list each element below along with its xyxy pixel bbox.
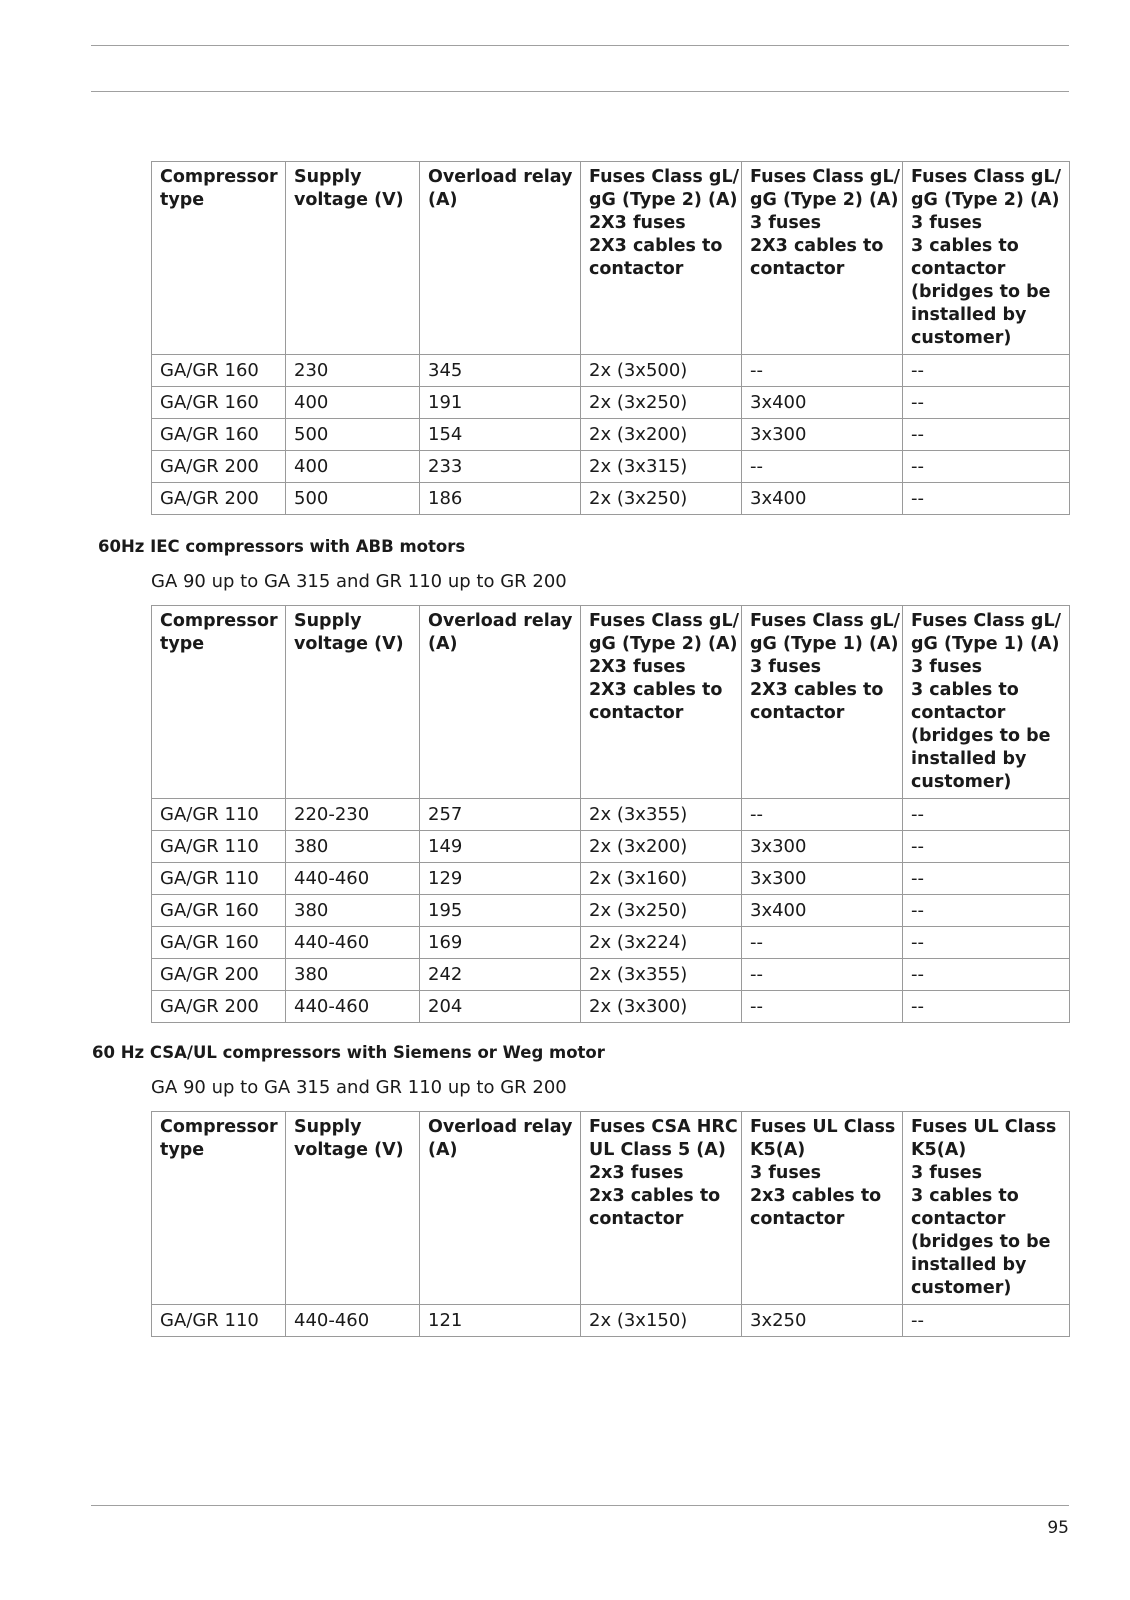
table-cell: 242: [420, 959, 581, 991]
table-cell: 186: [420, 483, 581, 515]
column-header-line: installed by: [911, 749, 1027, 769]
column-header-line: 2X3 cables to: [589, 236, 723, 256]
table-cell: 380: [286, 895, 420, 927]
table-row: [152, 451, 1070, 483]
column-header-line: Fuses Class gL/: [750, 167, 900, 187]
column-header-line: K5(A): [911, 1140, 967, 1160]
column-header-line: contactor: [589, 1209, 684, 1229]
table-cell: 3x400: [742, 483, 903, 515]
table-row: [152, 959, 1070, 991]
table-cell: 380: [286, 831, 420, 863]
column-header: [420, 162, 581, 355]
table-cell: 2x (3x250): [581, 483, 742, 515]
table-cell: 2x (3x250): [581, 387, 742, 419]
table-cell: 257: [420, 799, 581, 831]
column-header-line: Overload relay: [428, 167, 573, 187]
column-header-line: contactor: [589, 703, 684, 723]
footer-rule: [91, 1505, 1069, 1506]
column-header-line: contactor: [750, 703, 845, 723]
column-header-line: customer): [911, 772, 1012, 792]
table-cell: --: [742, 959, 903, 991]
table-cell: 2x (3x355): [581, 799, 742, 831]
table-cell: 195: [420, 895, 581, 927]
column-header-line: type: [160, 190, 205, 210]
table-cell: 233: [420, 451, 581, 483]
column-header-line: voltage (V): [294, 1140, 404, 1160]
table-cell: 3x400: [742, 895, 903, 927]
column-header-line: Compressor: [160, 1117, 278, 1137]
column-header-line: (bridges to be: [911, 282, 1051, 302]
column-header-line: 2x3 cables to: [750, 1186, 882, 1206]
table-row: [152, 355, 1070, 387]
column-header-line: Fuses Class gL/: [911, 611, 1061, 631]
table-cell: 3x400: [742, 387, 903, 419]
column-header-line: type: [160, 634, 205, 654]
column-header-line: Compressor: [160, 167, 278, 187]
column-header-line: UL Class 5 (A): [589, 1140, 726, 1160]
table-cell: 3x300: [742, 831, 903, 863]
table-header-row: [152, 162, 1070, 355]
table-cell: --: [742, 799, 903, 831]
table-cell: GA/GR 160: [152, 355, 286, 387]
header-rule-bottom: [91, 91, 1069, 92]
column-header-line: Fuses Class gL/: [911, 167, 1061, 187]
table-cell: 129: [420, 863, 581, 895]
column-header: [152, 162, 286, 355]
table-cell: GA/GR 110: [152, 799, 286, 831]
column-header-line: gG (Type 1) (A): [750, 634, 899, 654]
column-header-line: 2X3 cables to: [750, 680, 884, 700]
table-cell: --: [742, 451, 903, 483]
column-header-line: (bridges to be: [911, 1232, 1051, 1252]
column-header: [420, 606, 581, 799]
table-cell: 2x (3x160): [581, 863, 742, 895]
column-header-line: (A): [428, 1140, 458, 1160]
table-cell: 204: [420, 991, 581, 1023]
table-row: [152, 991, 1070, 1023]
table-cell: 440-460: [286, 863, 420, 895]
section-subtitle-csa-ul: GA 90 up to GA 315 and GR 110 up to GR 200: [151, 1077, 567, 1098]
column-header-line: Fuses UL Class: [911, 1117, 1057, 1137]
column-header-line: 3 fuses: [750, 213, 822, 233]
column-header-line: 2X3 fuses: [589, 657, 686, 677]
column-header-line: voltage (V): [294, 190, 404, 210]
table-row: [152, 1305, 1070, 1337]
header-rule-top: [91, 45, 1069, 46]
column-header-line: gG (Type 2) (A): [750, 190, 899, 210]
table-cell: --: [903, 483, 1070, 515]
table-cell: --: [903, 991, 1070, 1023]
column-header-line: installed by: [911, 1255, 1027, 1275]
column-header: [903, 1112, 1070, 1305]
table-cell: 121: [420, 1305, 581, 1337]
table-cell: GA/GR 110: [152, 1305, 286, 1337]
table-cell: 500: [286, 483, 420, 515]
table-cell: --: [903, 831, 1070, 863]
table-cell: GA/GR 160: [152, 895, 286, 927]
column-header-line: K5(A): [750, 1140, 806, 1160]
column-header-line: installed by: [911, 305, 1027, 325]
table-cell: --: [903, 451, 1070, 483]
table-cell: 3x300: [742, 419, 903, 451]
column-header-line: (A): [428, 190, 458, 210]
table-cell: --: [903, 419, 1070, 451]
table-cell: --: [903, 927, 1070, 959]
table-cell: 500: [286, 419, 420, 451]
table-row: [152, 927, 1070, 959]
column-header-line: Fuses CSA HRC: [589, 1117, 738, 1137]
table-cell: 345: [420, 355, 581, 387]
column-header: [581, 162, 742, 355]
table-row: [152, 419, 1070, 451]
column-header-line: Fuses Class gL/: [589, 611, 739, 631]
column-header-line: 3 cables to: [911, 236, 1019, 256]
column-header-line: Overload relay: [428, 611, 573, 631]
column-header: [152, 1112, 286, 1305]
table-cell: --: [903, 355, 1070, 387]
column-header-line: 2X3 cables to: [589, 680, 723, 700]
table-cell: 2x (3x200): [581, 831, 742, 863]
fuse-table-50hz: [151, 161, 1070, 515]
table-row: [152, 863, 1070, 895]
table-row: [152, 483, 1070, 515]
table-cell: --: [903, 799, 1070, 831]
fuse-table-iec-abb: [151, 605, 1070, 1023]
table-cell: 400: [286, 451, 420, 483]
column-header-line: contactor: [589, 259, 684, 279]
column-header: [903, 162, 1070, 355]
column-header-line: Fuses UL Class: [750, 1117, 896, 1137]
table-cell: 149: [420, 831, 581, 863]
table-cell: --: [742, 927, 903, 959]
column-header: [286, 606, 420, 799]
table-cell: 400: [286, 387, 420, 419]
table-cell: 230: [286, 355, 420, 387]
table-cell: --: [742, 991, 903, 1023]
table-cell: 2x (3x500): [581, 355, 742, 387]
column-header-line: Supply: [294, 167, 362, 187]
column-header-line: 3 fuses: [911, 657, 983, 677]
column-header-line: gG (Type 2) (A): [589, 190, 738, 210]
column-header-line: 3 fuses: [911, 1163, 983, 1183]
column-header-line: contactor: [750, 259, 845, 279]
table-row: [152, 387, 1070, 419]
column-header-line: Supply: [294, 1117, 362, 1137]
column-header-line: contactor: [911, 259, 1006, 279]
column-header-line: Overload relay: [428, 1117, 573, 1137]
column-header-line: 3 fuses: [750, 657, 822, 677]
table-cell: GA/GR 160: [152, 927, 286, 959]
column-header-line: 3 fuses: [750, 1163, 822, 1183]
column-header-line: 3 fuses: [911, 213, 983, 233]
table-cell: 169: [420, 927, 581, 959]
column-header: [903, 606, 1070, 799]
section-heading-iec-abb: 60Hz IEC compressors with ABB motors: [98, 537, 466, 556]
table-cell: --: [903, 863, 1070, 895]
table-cell: 440-460: [286, 991, 420, 1023]
column-header: [286, 1112, 420, 1305]
table-cell: 380: [286, 959, 420, 991]
table-cell: 2x (3x150): [581, 1305, 742, 1337]
column-header: [742, 162, 903, 355]
table-cell: 440-460: [286, 1305, 420, 1337]
column-header-line: 2x3 fuses: [589, 1163, 684, 1183]
table-cell: GA/GR 110: [152, 863, 286, 895]
section-subtitle-iec-abb: GA 90 up to GA 315 and GR 110 up to GR 200: [151, 571, 567, 592]
column-header: [742, 606, 903, 799]
column-header-line: contactor: [911, 703, 1006, 723]
table-cell: --: [903, 959, 1070, 991]
table-cell: --: [742, 355, 903, 387]
column-header: [286, 162, 420, 355]
table-header-row: [152, 1112, 1070, 1305]
table-row: [152, 895, 1070, 927]
table-cell: 2x (3x224): [581, 927, 742, 959]
table-cell: --: [903, 387, 1070, 419]
fuse-table-csa-ul: [151, 1111, 1070, 1337]
column-header-line: (bridges to be: [911, 726, 1051, 746]
column-header: [420, 1112, 581, 1305]
table-cell: GA/GR 200: [152, 991, 286, 1023]
table-cell: 2x (3x300): [581, 991, 742, 1023]
table-cell: 2x (3x250): [581, 895, 742, 927]
column-header-line: 2X3 fuses: [589, 213, 686, 233]
table-cell: GA/GR 200: [152, 483, 286, 515]
column-header-line: gG (Type 2) (A): [589, 634, 738, 654]
table-cell: --: [903, 895, 1070, 927]
table-cell: 220-230: [286, 799, 420, 831]
table-cell: 3x300: [742, 863, 903, 895]
column-header-line: voltage (V): [294, 634, 404, 654]
table-row: [152, 799, 1070, 831]
column-header-line: Compressor: [160, 611, 278, 631]
column-header-line: 2x3 cables to: [589, 1186, 721, 1206]
column-header: [581, 1112, 742, 1305]
page-number: 95: [1047, 1518, 1069, 1538]
column-header-line: 3 cables to: [911, 1186, 1019, 1206]
column-header-line: 3 cables to: [911, 680, 1019, 700]
column-header-line: Fuses Class gL/: [750, 611, 900, 631]
column-header-line: Fuses Class gL/: [589, 167, 739, 187]
table-cell: GA/GR 200: [152, 451, 286, 483]
column-header-line: (A): [428, 634, 458, 654]
table-cell: 3x250: [742, 1305, 903, 1337]
column-header-line: gG (Type 2) (A): [911, 190, 1060, 210]
column-header-line: customer): [911, 1278, 1012, 1298]
column-header: [742, 1112, 903, 1305]
column-header-line: 2X3 cables to: [750, 236, 884, 256]
table-cell: 2x (3x355): [581, 959, 742, 991]
table-cell: 191: [420, 387, 581, 419]
table-cell: 2x (3x315): [581, 451, 742, 483]
column-header-line: contactor: [750, 1209, 845, 1229]
table-cell: GA/GR 160: [152, 419, 286, 451]
table-cell: --: [903, 1305, 1070, 1337]
column-header-line: contactor: [911, 1209, 1006, 1229]
column-header-line: type: [160, 1140, 205, 1160]
table-header-row: [152, 606, 1070, 799]
table-cell: 440-460: [286, 927, 420, 959]
column-header: [581, 606, 742, 799]
table-cell: GA/GR 110: [152, 831, 286, 863]
column-header-line: Supply: [294, 611, 362, 631]
section-heading-csa-ul: 60 Hz CSA/UL compressors with Siemens or Weg motor: [92, 1043, 605, 1062]
column-header: [152, 606, 286, 799]
table-cell: 154: [420, 419, 581, 451]
table-cell: 2x (3x200): [581, 419, 742, 451]
table-row: [152, 831, 1070, 863]
table-cell: GA/GR 200: [152, 959, 286, 991]
column-header-line: gG (Type 1) (A): [911, 634, 1060, 654]
table-cell: GA/GR 160: [152, 387, 286, 419]
column-header-line: customer): [911, 328, 1012, 348]
